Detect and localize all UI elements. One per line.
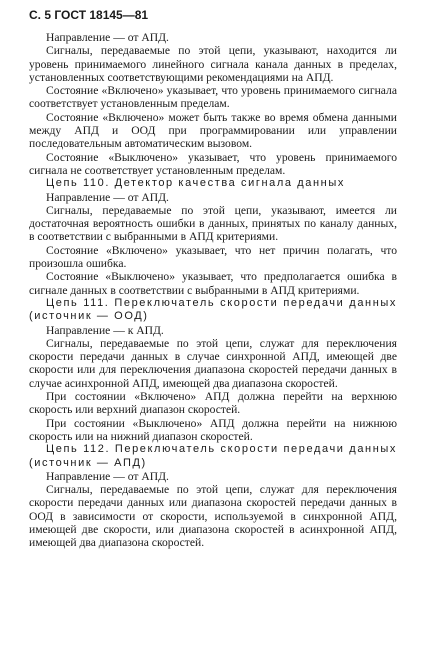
- paragraph: Состояние «Выключено» указывает, что предполагается ошибка в сигнале данных в соответствии с выбранными в АПД критериями.: [29, 270, 397, 297]
- paragraph: Сигналы, передаваемые по этой цепи, указывают, находится ли уровень принимаемого линейного сигнала канала данных в пределах, установленных соответствующими рекомендациями на АПД.: [29, 44, 397, 84]
- paragraph: Направление — от АПД.: [46, 190, 169, 204]
- document-body: [29, 31, 397, 550]
- circuit-heading: Цепь 110. Детектор качества сигнала данных: [46, 177, 345, 190]
- paragraph: Направление — к АПД.: [46, 323, 164, 337]
- paragraph: Состояние «Выключено» указывает, что уровень принимаемого сигнала не соответствует установленным пределам.: [29, 150, 397, 177]
- paragraph: Сигналы, передаваемые по этой цепи, указывают, имеется ли достаточная вероятность ошибки в данных, принятых по каналу данных, в соответствии с выбранными в АПД критериями.: [29, 203, 397, 244]
- paragraph: Направление — от АПД.: [46, 31, 169, 44]
- circuit-heading: Цепь 112. Переключатель скорости передачи данных (источник — АПД): [29, 443, 397, 469]
- circuit-heading: Цепь 111. Переключатель скорости передачи данных (источник — ООД): [29, 296, 397, 323]
- paragraph: Направление — от АПД.: [46, 469, 169, 483]
- paragraph: При состоянии «Выключено» АПД должна перейти на нижнюю скорость или на нижний диапазон скоростей.: [29, 416, 397, 443]
- paragraph: Сигналы, передаваемые по этой цепи, служат для переключения скорости передачи данных или диапазона скоростей передачи данных в ООД в зависимости от скорости, используемой в синхронной АПД, имеющей две скорости, или диапазона скоростей в асинхронной АПД, имеющей два диапазона скоростей.: [29, 483, 397, 550]
- document-page: [29, 8, 397, 550]
- paragraph: Состояние «Включено» указывает, что нет причин полагать, что произошла ошибка.: [29, 243, 397, 271]
- paragraph: Состояние «Включено» может быть также во время обмена данными между АПД и ООД при программировании или управлении последовательным автоматическим вызовом.: [29, 110, 397, 151]
- paragraph: Состояние «Включено» указывает, что уровень принимаемого сигнала соответствует установленным пределам.: [29, 84, 397, 111]
- paragraph: При состоянии «Включено» АПД должна перейти на верхнюю скорость или верхний диапазон скоростей.: [29, 390, 397, 417]
- page-header: С. 5 ГОСТ 18145—81: [29, 8, 149, 22]
- paragraph: Сигналы, передаваемые по этой цепи, служат для переключения скорости передачи данных в случае синхронной АПД, имеющей две скорости или для переключения диапазона скоростей передачи данных в случае асинхронной АПД, имеющей два диапазона скоростей.: [29, 336, 397, 390]
